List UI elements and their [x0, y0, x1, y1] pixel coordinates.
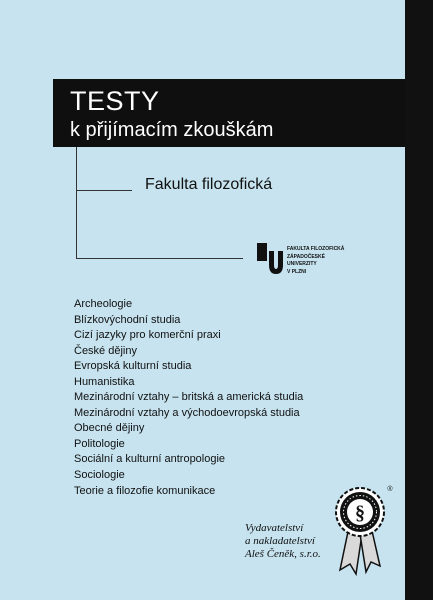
list-item: Evropská kulturní studia [74, 360, 192, 373]
book-subtitle: k přijímacím zkouškám [70, 119, 274, 141]
publisher-name [245, 522, 321, 561]
list-item: Mezinárodní vztahy a východoevropská studia [74, 406, 300, 419]
publisher-seal-icon [330, 482, 394, 578]
list-item: Humanistika [74, 375, 135, 388]
program-list [74, 297, 303, 499]
university-logo-text [287, 246, 357, 276]
logo-line: ZÁPADOČESKÉ [287, 253, 325, 260]
book-title: TESTY [70, 86, 160, 116]
list-item: Obecné dějiny [74, 422, 145, 435]
list-item: Blízkovýchodní studia [74, 313, 181, 326]
list-item: Politologie [74, 437, 125, 450]
logo-line: UNIVERZITY [287, 261, 317, 268]
horizontal-rule-bottom [76, 258, 243, 259]
list-item: Cizí jazyky pro komerční praxi [74, 329, 221, 342]
title-box [53, 79, 405, 147]
svg-text:§: § [355, 502, 365, 524]
registered-mark: ® [387, 486, 393, 493]
logo-line: V PLZNI [287, 268, 307, 275]
vertical-rule [76, 147, 77, 258]
list-item: Sociální a kulturní antropologie [74, 453, 226, 466]
faculty-name: Fakulta filozofická [145, 176, 273, 193]
list-item: Archeologie [74, 298, 133, 310]
publisher-line: a nakladatelství [245, 535, 315, 547]
horizontal-rule-top [76, 190, 132, 191]
publisher-line: Aleš Čeněk, s.r.o. [245, 548, 321, 560]
book-spine [405, 0, 433, 600]
logo-line: FAKULTA FILOZOFICKÁ [287, 246, 345, 252]
university-logo-icon [257, 243, 283, 275]
publisher-line: Vydavatelství [245, 522, 304, 534]
list-item: Mezinárodní vztahy – britská a americká studia [74, 391, 304, 404]
list-item: Sociologie [74, 469, 125, 482]
list-item: České dějiny [74, 344, 137, 357]
list-item: Teorie a filozofie komunikace [74, 484, 216, 497]
